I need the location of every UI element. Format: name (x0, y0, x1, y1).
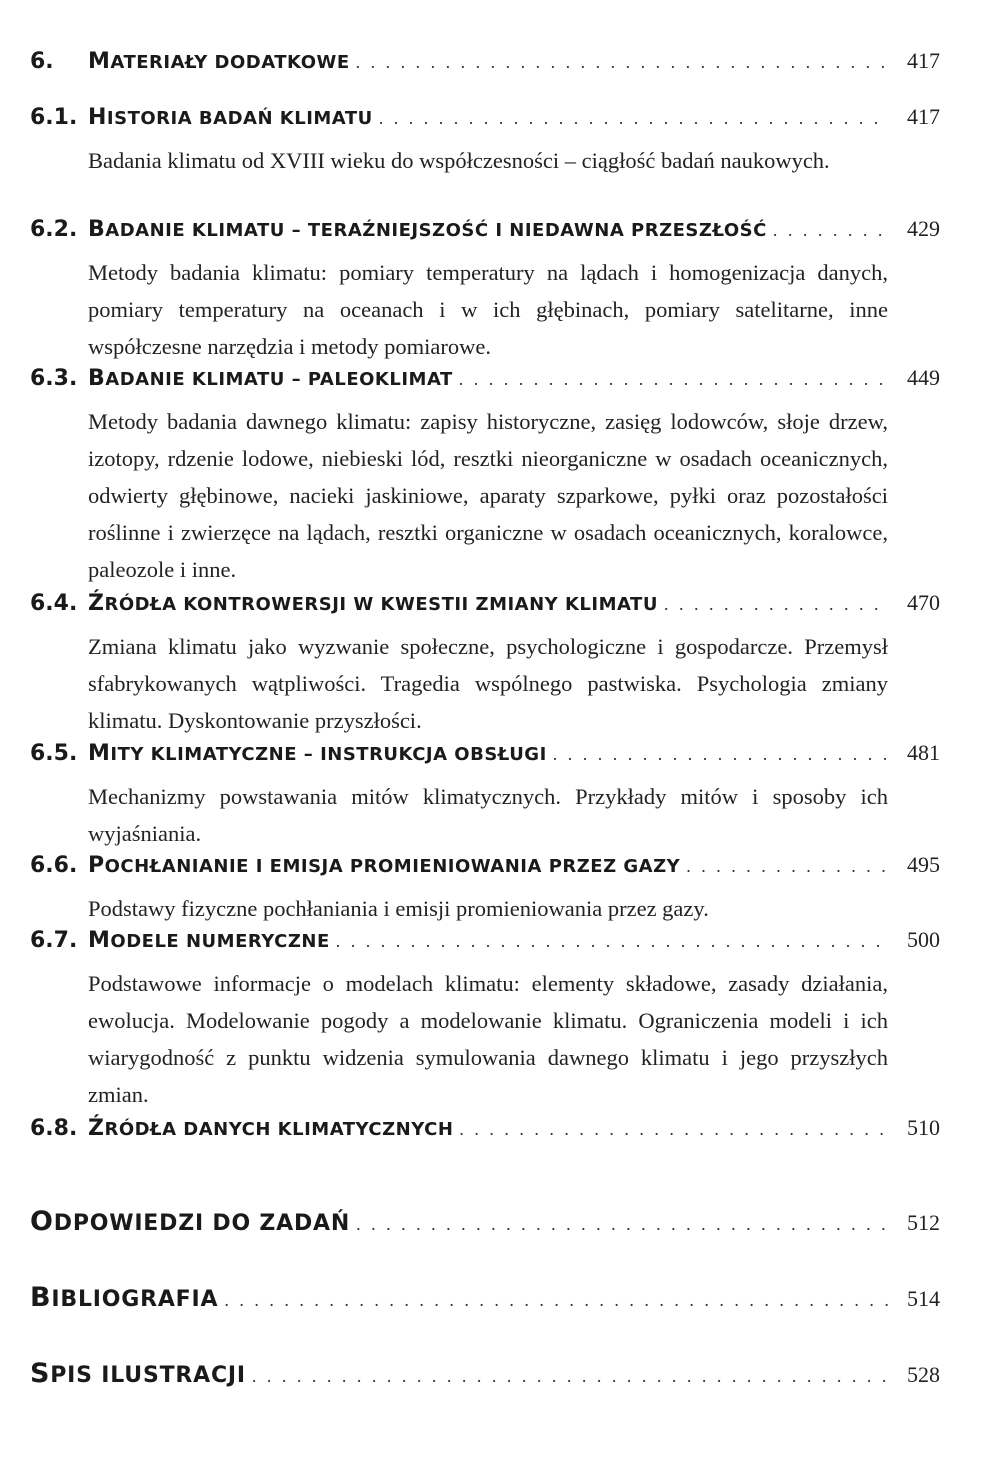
dot-leader (379, 108, 888, 129)
dot-leader (459, 1119, 888, 1140)
section-title: POCHŁANIANIE I EMISJA PROMIENIOWANIA PRZEZ GAZY (88, 853, 681, 878)
toc-entry-6-7 (30, 927, 940, 1113)
section-description: Badania klimatu od XVIII wieku do współczesności – ciągłość badań naukowych. (88, 148, 830, 173)
section-title: BADANIE KLIMATU – TERAŹNIEJSZOŚĆ I NIEDAWNA PRZESZŁOŚĆ (88, 217, 767, 242)
dot-leader (252, 1366, 888, 1387)
section-number: 6. (30, 49, 54, 74)
section-title: HISTORIA BADAŃ KLIMATU (88, 105, 373, 130)
section-number: 6.4. (30, 591, 78, 616)
page-number: 481 (907, 740, 940, 765)
section-number: 6.1. (30, 105, 78, 130)
page-number: 514 (907, 1286, 940, 1311)
page-number: 417 (907, 104, 940, 129)
toc-entry-6-5 (30, 740, 940, 852)
toc-entry-illustrations (30, 1358, 940, 1402)
toc-entry-bibliography (30, 1282, 940, 1326)
section-description: Metody badania klimatu: pomiary temperatury na lądach i homogenizacja danych, pomiary temperatury na oceanach i w ich głębinach, pomiary satelitarne, inne współczesne narzędzia i metody pomiarowe. (88, 260, 888, 359)
section-title: MODELE NUMERYCZNE (88, 928, 330, 953)
section-description: Podstawowe informacje o modelach klimatu: elementy składowe, zasady działania, ewolucja. Modelowanie pogody a modelowanie klimatu. Ograniczenia modeli i ich wiarygodność z punktu widzenia symulowania dawnego klimatu i jego przyszłych zmian. (88, 971, 888, 1107)
section-description: Metody badania dawnego klimatu: zapisy historyczne, zasięg lodowców, słoje drzew, izotopy, rdzenie lodowe, niebieski lód, resztki nieorganiczne w osadach oceanicznych, odwierty głębinowe, nacieki jaskiniowe, aparaty szparkowe, pyłki oraz pozostałości roślinne i zwierzęce na lądach, resztki organiczne w osadach oceanicznych, koralowce, paleozole i inne. (88, 409, 888, 582)
page-number: 500 (907, 927, 940, 952)
page-number: 417 (907, 48, 940, 73)
backmatter-title: ODPOWIEDZI DO ZADAŃ (30, 1206, 351, 1237)
section-number: 6.8. (30, 1116, 78, 1141)
page-number: 449 (907, 365, 940, 390)
section-description: Mechanizmy powstawania mitów klimatycznych. Przykłady mitów i sposoby ich wyjaśniania. (88, 784, 888, 846)
section-number: 6.5. (30, 741, 78, 766)
dot-leader (224, 1290, 888, 1311)
toc-entry-6-8 (30, 1115, 940, 1159)
toc-entry-answers (30, 1206, 940, 1250)
toc-entry-6-3 (30, 365, 940, 588)
page-number: 495 (907, 852, 940, 877)
section-description: Zmiana klimatu jako wyzwanie społeczne, psychologiczne i gospodarcze. Przemysł sfabrykowanych wątpliwości. Tragedia wspólnego pastwiska. Psychologia zmiany klimatu. Dyskontowanie przyszłości. (88, 634, 888, 733)
toc-heading-row[interactable] (30, 1282, 940, 1326)
section-title: BADANIE KLIMATU – PALEOKLIMAT (88, 366, 453, 391)
section-number: 6.3. (30, 366, 78, 391)
toc-heading-row[interactable] (30, 1115, 940, 1159)
section-number: 6.6. (30, 853, 78, 878)
page-number: 429 (907, 216, 940, 241)
toc-heading-row[interactable] (30, 1206, 940, 1250)
section-title: ŹRÓDŁA DANYCH KLIMATYCZNYCH (88, 1116, 454, 1141)
section-title: MATERIAŁY DODATKOWE (88, 49, 350, 74)
backmatter-title: BIBLIOGRAFIA (30, 1282, 219, 1313)
section-title: MITY KLIMATYCZNE – INSTRUKCJA OBSŁUGI (88, 741, 547, 766)
dot-leader (553, 744, 888, 765)
dot-leader (356, 52, 888, 73)
backmatter-title: SPIS ILUSTRACJI (30, 1358, 246, 1389)
page-number: 470 (907, 590, 940, 615)
toc-entry-6-6 (30, 852, 940, 927)
toc-heading-row[interactable] (30, 1358, 940, 1402)
dot-leader (459, 369, 888, 390)
dot-leader (336, 931, 888, 952)
section-number: 6.2. (30, 217, 78, 242)
dot-leader (356, 1214, 888, 1235)
toc-entry-6 (30, 48, 940, 92)
dot-leader (773, 220, 888, 241)
page-number: 528 (907, 1362, 940, 1387)
section-number: 6.7. (30, 928, 78, 953)
toc-entry-6-4 (30, 590, 940, 739)
page-number: 510 (907, 1115, 940, 1140)
dot-leader (686, 856, 888, 877)
dot-leader (664, 594, 888, 615)
page-number: 512 (907, 1210, 940, 1235)
toc-heading-row[interactable] (30, 48, 940, 92)
section-description: Podstawy fizyczne pochłaniania i emisji promieniowania przez gazy. (88, 896, 709, 921)
toc-entry-6-1 (30, 104, 940, 179)
section-title: ŹRÓDŁA KONTROWERSJI W KWESTII ZMIANY KLIMATU (88, 591, 658, 616)
toc-entry-6-2 (30, 216, 940, 365)
